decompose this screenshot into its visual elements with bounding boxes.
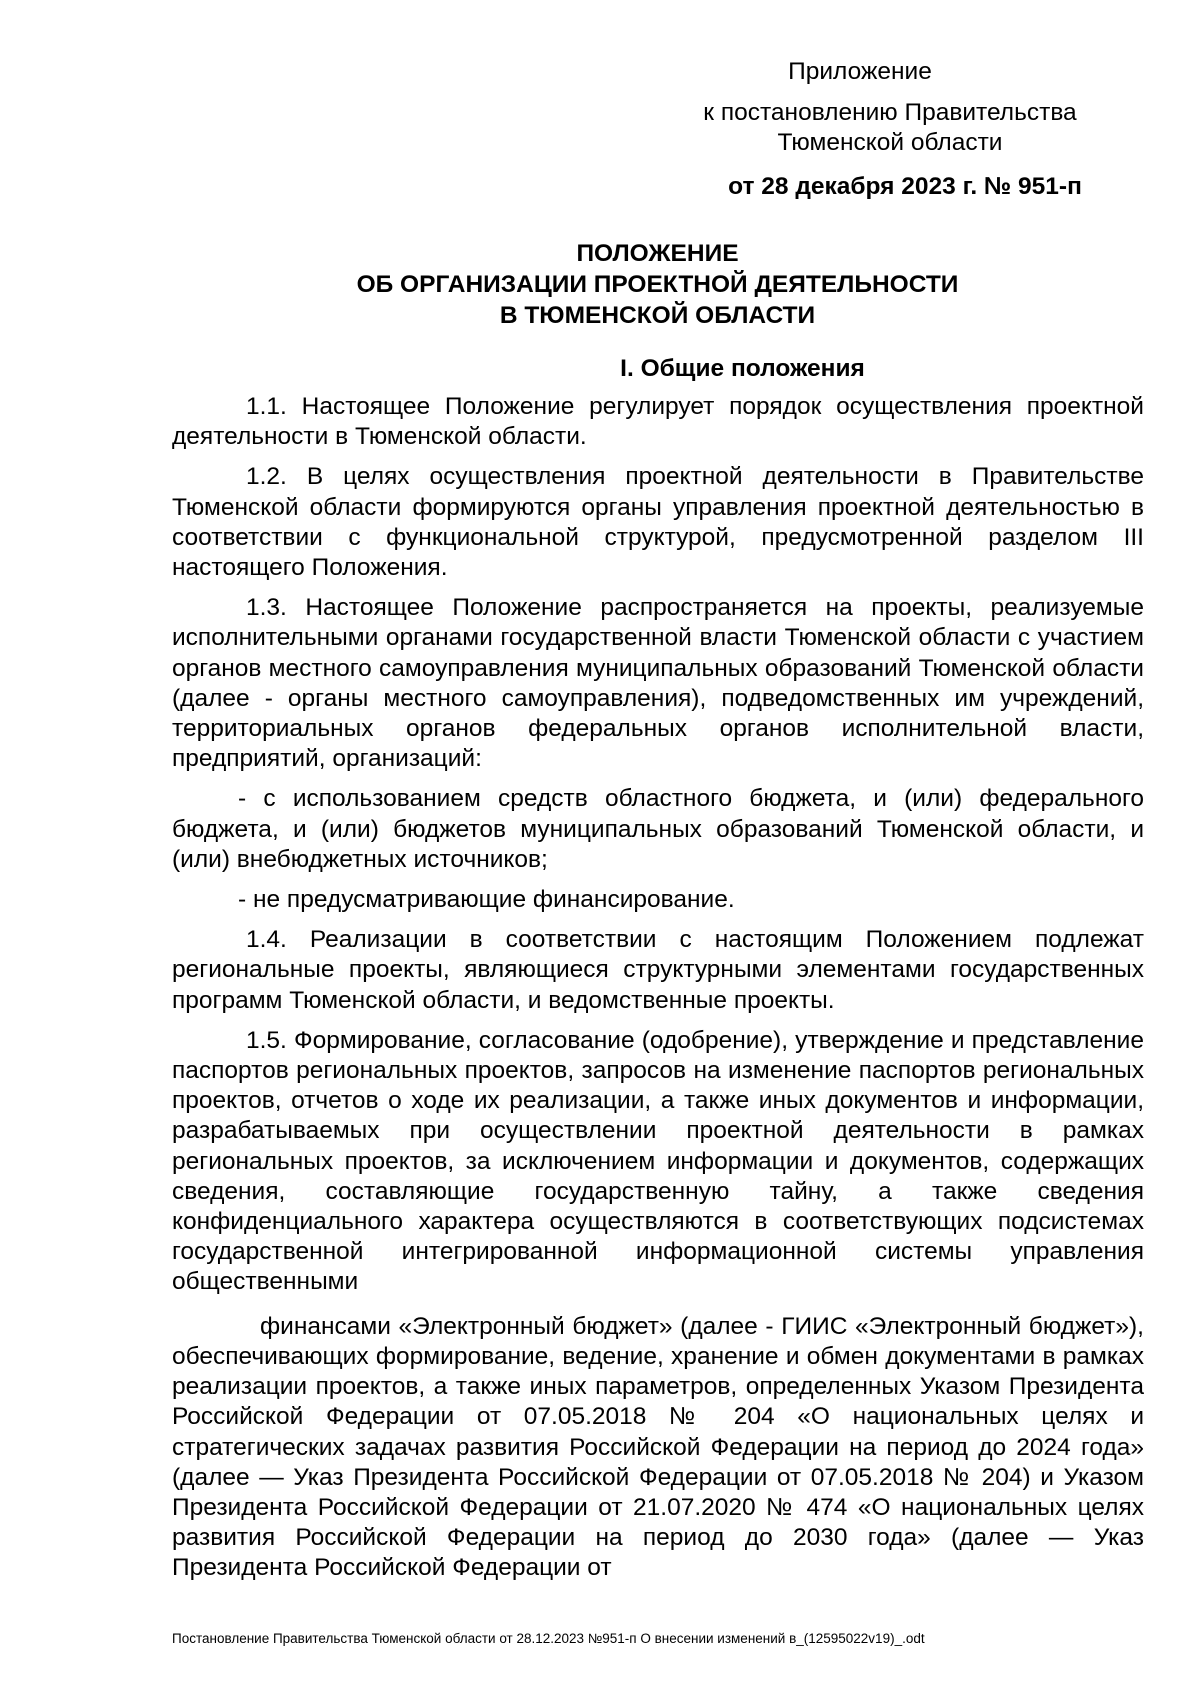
page-footer: Постановление Правительства Тюменской области от 28.12.2023 №951-п О внесении изменений в_(12595022v19)_.odt <box>172 1631 925 1646</box>
paragraph-1-1: 1.1. Настоящее Положение регулирует порядок осуществления проектной деятельности в Тюменской области. <box>172 393 1144 451</box>
list-item-funded: - с использованием средств областного бюджета, и (или) федерального бюджета, и (или) бюджетов муниципальных образований Тюменской области, и (или) внебюджетных источников; <box>172 785 1144 873</box>
resolution-ref-text: к постановлению Правительства Тюменской области <box>703 99 1077 156</box>
title-line-1: ПОЛОЖЕНИЕ <box>576 240 739 267</box>
title-line-3: В ТЮМЕНСКОЙ ОБЛАСТИ <box>499 302 816 329</box>
resolution-date-number: от 28 декабря 2023 г. № 951-п <box>728 173 1082 200</box>
appendix-resolution-ref <box>680 98 1100 158</box>
paragraph-1-3: 1.3. Настоящее Положение распространяется на проекты, реализуемые исполнительными органами государственной власти Тюменской области с участием органов местного самоуправления муниципальных образований Тюменской области (далее - органы местного самоуправления), подведомственных им учреждений, территориальных органов федеральных органов исполнительной власти, предприятий, организаций: <box>172 594 1144 773</box>
paragraph-1-5: 1.5. Формирование, согласование (одобрение), утверждение и представление паспортов региональных проектов, запросов на изменение паспортов региональных проектов, отчетов о ходе их реализации, а также иных документов и информации, разрабатываемых при осуществлении проектной деятельности в рамках региональных проектов, за исключением информации и документов, содержащих сведения, составляющие государственную тайну, а также сведения конфиденциального характера осуществляются в соответствующих подсистемах государственной интегрированной информационной системы управления общественными <box>172 1026 1144 1296</box>
document-body <box>172 392 1144 1594</box>
paragraph-1-5-continued: финансами «Электронный бюджет» (далее - ГИИС «Электронный бюджет»), обеспечивающих формирование, ведение, хранение и обмен документами в рамках реализации проектов, а также иных параметров, определенных Указом Президента Российской Федерации от 07.05.2018 № 204 «О национальных целях и стратегических задачах развития Российской Федерации на период до 2024 года» (далее — Указ Президента Российской Федерации от 07.05.2018 № 204) и Указом Президента Российской Федерации от 21.07.2020 № 474 «О национальных целях развития Российской Федерации на период до 2030 года» (далее — Указ Президента Российской Федерации от <box>172 1312 1144 1582</box>
section-heading: I. Общие положения <box>620 355 865 382</box>
paragraph-1-4: 1.4. Реализации в соответствии с настоящим Положением подлежат региональные проекты, являющиеся структурными элементами государственных программ Тюменской области, и ведомственные проекты. <box>172 926 1144 1014</box>
paragraph-1-2: 1.2. В целях осуществления проектной деятельности в Правительстве Тюменской области формируются органы управления проектной деятельностью в соответствии с функциональной структурой, предусмотренной разделом III настоящего Положения. <box>172 463 1144 582</box>
list-item-unfunded: - не предусматривающие финансирование. <box>238 886 735 914</box>
document-title <box>170 238 1145 331</box>
appendix-label: Приложение <box>788 58 932 85</box>
title-line-2: ОБ ОРГАНИЗАЦИИ ПРОЕКТНОЙ ДЕЯТЕЛЬНОСТИ <box>356 271 959 298</box>
